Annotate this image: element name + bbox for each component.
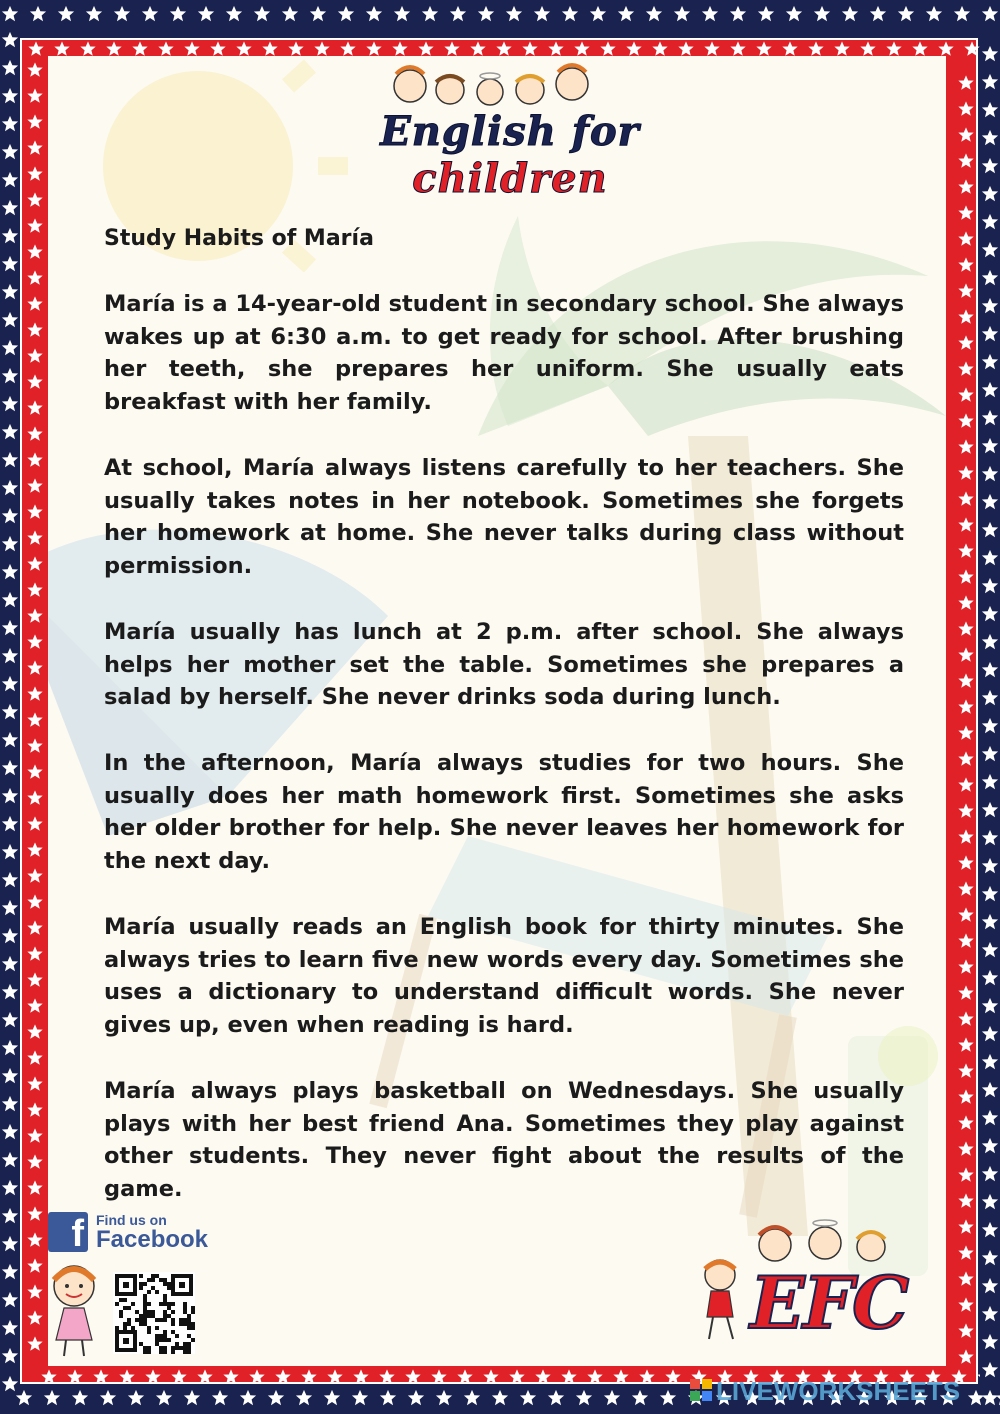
watermark-text: LIVEWORKSHEETS (716, 1376, 961, 1406)
qr-code-icon[interactable] (113, 1272, 195, 1354)
paragraph-3: María usually has lunch at 2 p.m. after school. She always helps her mother set the table. Sometimes she prepares a salad by herself. She never drinks soda during lunch. (104, 619, 904, 711)
facebook-badge[interactable] (48, 1210, 208, 1260)
kid-cartoon-icon (42, 1258, 112, 1358)
paragraph-5: María usually reads an English book for thirty minutes. She always tries to learn five new words every day. Sometimes she uses a dictionary to understand difficult words. She never gives up, even when reading is hard. (104, 914, 904, 1039)
facebook-find-us: Find us on (96, 1212, 167, 1228)
paragraph-4: In the afternoon, María always studies for two hours. She usually does her math homework first. Sometimes she asks her older brother for help. She never leaves her homework for the next day. (104, 750, 904, 875)
efc-letters: EFC (750, 1260, 908, 1345)
page-title: Study Habits of María (104, 226, 374, 251)
efc-logo (695, 1215, 908, 1345)
paragraph-1: María is a 14-year-old student in secondary school. She always wakes up at 6:30 a.m. to get ready for school. After brushing her teeth, she prepares her uniform. She usually eats breakfast with her family. (104, 291, 905, 416)
facebook-icon: f (48, 1212, 88, 1252)
logo-text-english-for: English for (380, 108, 640, 155)
liveworksheets-icon (690, 1379, 712, 1401)
paragraph-6: María always plays basketball on Wednesdays. She usually plays with her best friend Ana. Sometimes they play against other students. They never fight about the results of the game. (104, 1078, 904, 1203)
liveworksheets-watermark[interactable] (690, 1376, 990, 1404)
paragraph-2: At school, María always listens carefully to her teachers. She usually takes notes in her notebook. Sometimes she forgets her homework at home. She never talks during class without permission. (104, 455, 904, 580)
logo-text-children: children (412, 155, 608, 202)
facebook-label: Facebook (96, 1226, 209, 1253)
kid-running-icon (695, 1255, 745, 1345)
english-for-children-logo (300, 60, 720, 202)
logo-title (300, 108, 720, 202)
